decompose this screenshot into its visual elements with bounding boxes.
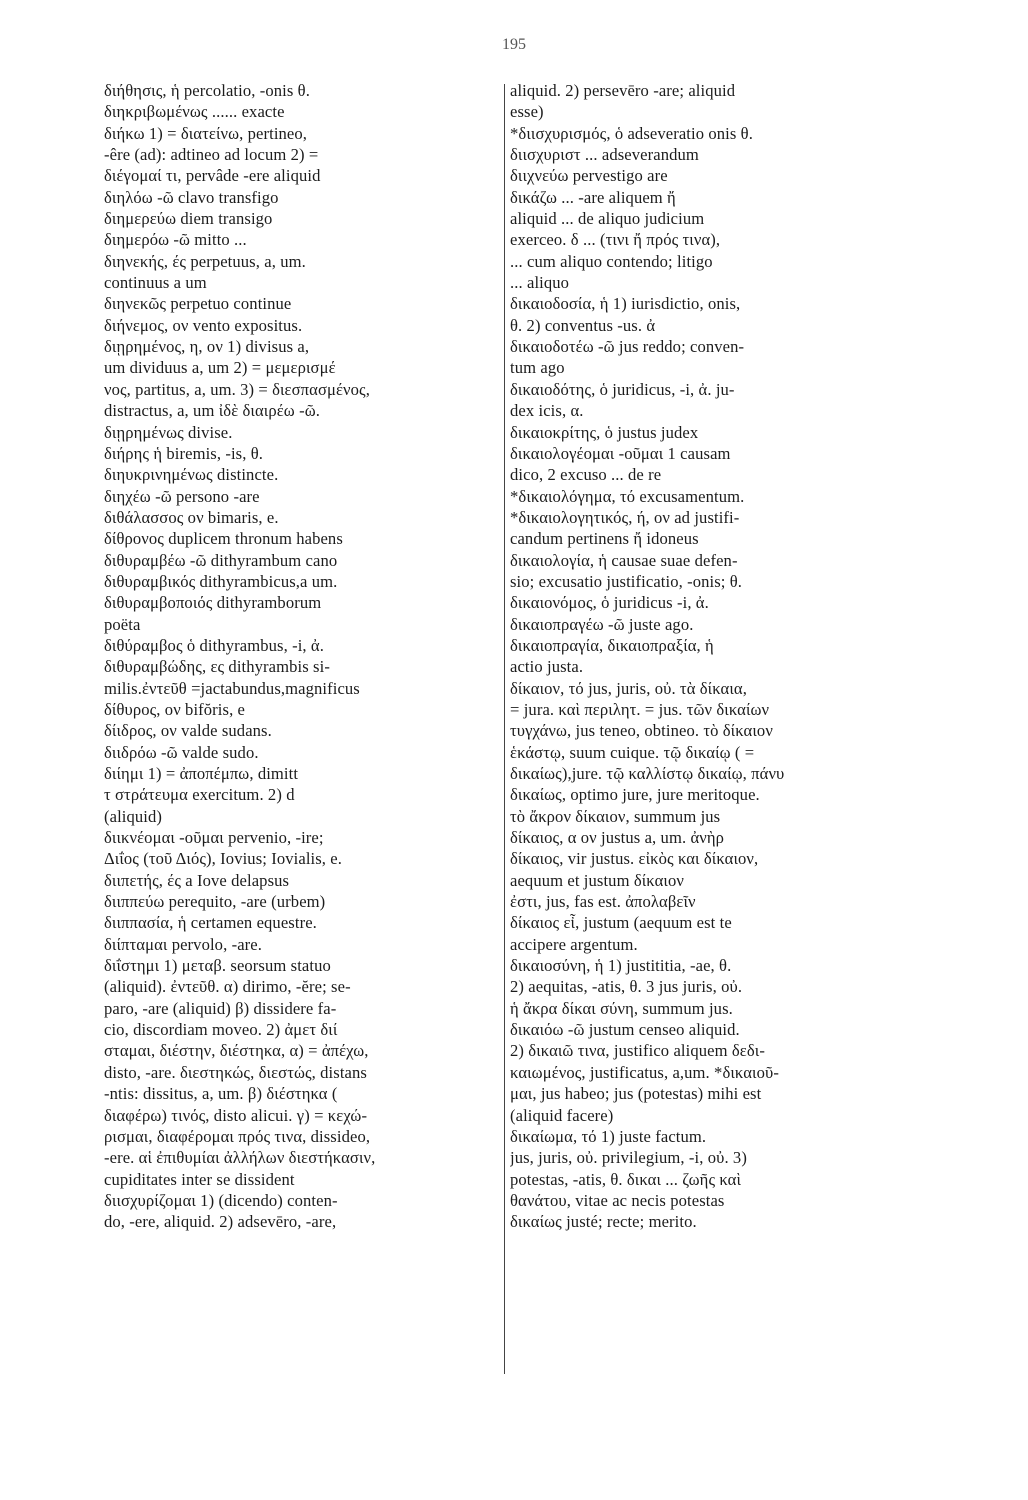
dictionary-line: διήνεμος, ον vento expositus. — [104, 315, 303, 335]
dictionary-line: Διΐος (τοῦ Διός), Iovius; Iovialis, e. — [104, 849, 343, 869]
dictionary-line: δικαιοκρίτης, ὁ justus judex — [510, 422, 699, 442]
dictionary-line: τυγχάνω, jus teneo, obtineo. τὸ δίκαιον — [510, 721, 773, 741]
dictionary-line: μαι, jus habeo; jus (potestas) mihi est — [510, 1084, 762, 1104]
dictionary-line: um dividuus a, um 2) = μεμερισμέ — [104, 358, 336, 378]
dictionary-line: δικαιοσύνη, ἡ 1) justititia, -ae, θ. — [510, 956, 732, 976]
dictionary-line: δικαιολογία, ἡ causae suae defen- — [510, 550, 738, 570]
dictionary-line: (aliquid). ἐντεῦθ. α) dirimo, -ĕre; se- — [104, 977, 351, 997]
dictionary-line: διημερόω -ῶ mitto ... — [104, 230, 247, 250]
dictionary-line: δικαιοπραγέω -ῶ juste ago. — [510, 614, 694, 634]
left-column — [104, 80, 502, 1233]
dictionary-line: distractus, a, um ἰδὲ διαιρέω -ῶ. — [104, 401, 320, 421]
dictionary-line: ... cum aliquo contendo; litigo — [510, 251, 713, 271]
dictionary-line: δικαίως justé; recte; merito. — [510, 1212, 697, 1232]
dictionary-line: jus, juris, οὐ. privilegium, -i, οὐ. 3) — [510, 1148, 747, 1168]
dictionary-line: -ere. αἱ ἐπιθυμίαι ἀλλήλων διεστήκασιν, — [104, 1148, 376, 1168]
dictionary-line: disto, -are. διεστηκώς, διεστώς, distans — [104, 1062, 367, 1082]
dictionary-line: νος, partitus, a, um. 3) = διεσπασμένος, — [104, 379, 370, 399]
dictionary-line: cio, discordiam moveo. 2) ἀμετ διί — [104, 1020, 338, 1040]
dictionary-line: ἑκάστῳ, suum cuique. τῷ δικαίῳ ( = — [510, 742, 755, 762]
dictionary-line: milis.ἐντεῦθ =jactabundus,magnificus — [104, 678, 360, 698]
dictionary-line: dex icis, α. — [510, 401, 584, 421]
dictionary-line: διηκριβωμένως ...... exacte — [104, 102, 285, 122]
dictionary-line: (aliquid) — [104, 806, 163, 826]
dictionary-line: δίθυρος, ον bifŏris, e — [104, 699, 246, 719]
dictionary-line: paro, -are (aliquid) β) dissidere fa- — [104, 998, 337, 1018]
right-column — [510, 80, 908, 1233]
dictionary-line: διαφέρω) τινός, disto alicui. γ) = κεχώ- — [104, 1105, 368, 1125]
dictionary-line: exerceo. δ ... (τινι ἤ πρός τινα), — [510, 230, 721, 250]
dictionary-line: διθυραμβώδης, ες dithyrambis si- — [104, 657, 330, 677]
dictionary-line: διθάλασσος ον bimaris, e. — [104, 507, 279, 527]
dictionary-line: δικαιόω -ῶ justum censeo aliquid. — [510, 1020, 740, 1040]
dictionary-line: διῃρημένος, η, ον 1) divisus a, — [104, 337, 310, 357]
dictionary-line: aliquid ... de aliquo judicium — [510, 209, 705, 229]
dictionary-line: διιχνεύω pervestigo are — [510, 166, 668, 186]
dictionary-line: candum pertinens ἤ idoneus — [510, 529, 699, 549]
dictionary-line: δίθρονος duplicem thronum habens — [104, 529, 343, 549]
dictionary-line: potestas, -atis, θ. δικαι ... ζωῆς καὶ — [510, 1169, 742, 1189]
dictionary-line: καιωμένος, justificatus, a,um. *δικαιοῦ- — [510, 1062, 779, 1082]
dictionary-line: ρισμαι, διαφέρομαι πρός τινα, dissideo, — [104, 1126, 371, 1146]
dictionary-line: *δικαιολογητικός, ή, ον ad justifi- — [510, 507, 740, 527]
dictionary-line: δίκαιος, α ον justus a, um. ἀνὴρ — [510, 828, 725, 848]
dictionary-line: δικαιοπραγία, δικαιοπραξία, ἡ — [510, 635, 714, 655]
dictionary-line: διισχυρίζομαι 1) (dicendo) conten- — [104, 1190, 338, 1210]
dictionary-line: διέγομαί τι, pervâde -ere aliquid — [104, 166, 321, 186]
dictionary-line: διῃρημένως divise. — [104, 422, 233, 442]
dictionary-line: δίιδρος, ον valde sudans. — [104, 721, 272, 741]
dictionary-line: διηυκρινημένως distincte. — [104, 465, 279, 485]
dictionary-line: διιππασία, ἡ certamen equestre. — [104, 913, 317, 933]
dictionary-line: esse) — [510, 102, 544, 122]
dictionary-line: διίπταμαι pervolo, -are. — [104, 934, 263, 954]
dictionary-line: θανάτου, vitae ac necis potestas — [510, 1190, 725, 1210]
dictionary-line: διικνέομαι -οῦμαι pervenio, -ire; — [104, 828, 324, 848]
dictionary-line: δίκαιος εἶ, justum (aequum est te — [510, 913, 732, 933]
page-number: 195 — [502, 36, 526, 53]
dictionary-line: sio; excusatio justificatio, -onis; θ. — [510, 571, 743, 591]
dictionary-line: δίκαιος, vir justus. εἰκὸς και δίκαιον, — [510, 849, 759, 869]
dictionary-line: -êre (ad): adtineo ad locum 2) = — [104, 145, 319, 165]
dictionary-line: τὸ ἄκρον δίκαιον, summum jus — [510, 806, 721, 826]
dictionary-line: διηλόω -ῶ clavo transfigo — [104, 187, 279, 207]
dictionary-line: διθυραμβοποιός dithyramborum — [104, 593, 322, 613]
dictionary-line: (aliquid facere) — [510, 1105, 614, 1125]
dictionary-line: -ntis: dissitus, a, um. β) διέστηκα ( — [104, 1084, 338, 1104]
dictionary-line: δικαίως),jure. τῷ καλλίστῳ δικαίῳ, πάνυ — [510, 764, 785, 783]
dictionary-line: δίκαιον, τό jus, juris, οὐ. τὰ δίκαια, — [510, 678, 747, 698]
dictionary-line: διιπετής, ές a Iove delapsus — [104, 870, 290, 890]
dictionary-line: διισχυριστ ... adseverandum — [510, 145, 699, 165]
dictionary-line: διιππεύω perequito, -are (urbem) — [104, 892, 326, 912]
dictionary-line: do, -ere, aliquid. 2) adsevēro, -are, — [104, 1212, 337, 1232]
dictionary-line: poëta — [104, 614, 141, 634]
dictionary-line: continuus a um — [104, 273, 207, 293]
dictionary-line: ... aliquo — [510, 273, 570, 293]
dictionary-line: διίημι 1) = ἀποπέμπω, dimitt — [104, 764, 299, 783]
dictionary-line: ἡ ἄκρα δίκαι σύνη, summum jus. — [510, 998, 733, 1018]
dictionary-line: *δικαιολόγημα, τό excusamentum. — [510, 486, 745, 506]
dictionary-line: θ. 2) conventus -us. ἀ — [510, 315, 656, 335]
dictionary-line: = jura. καὶ περιλητ. = jus. τῶν δικαίων — [510, 699, 770, 719]
dictionary-line: *διισχυρισμός, ὁ adseveratio onis θ. — [510, 123, 753, 143]
dictionary-line: δικαιονόμος, ὁ juridicus -i, ἀ. — [510, 593, 709, 613]
dictionary-line: accipere argentum. — [510, 934, 638, 954]
dictionary-line: διθυραμβικός dithyrambicus,a um. — [104, 571, 338, 591]
dictionary-line: διημερεύω diem transigo — [104, 209, 273, 229]
dictionary-line: 2) δικαιῶ τινα, justifico aliquem δεδι- — [510, 1041, 765, 1061]
dictionary-line: διηνεκῶς perpetuo continue — [104, 294, 292, 314]
dictionary-line: tum ago — [510, 358, 565, 378]
dictionary-line: δικάζω ... -are aliquem ἤ — [510, 187, 676, 207]
dictionary-line: δικαιοδοτέω -ῶ jus reddo; conven- — [510, 337, 745, 357]
dictionary-line: cupiditates inter se dissident — [104, 1169, 295, 1189]
dictionary-line: σταμαι, διέστην, διέστηκα, α) = ἀπέχω, — [104, 1041, 369, 1061]
dictionary-line: dico, 2 excuso ... de re — [510, 465, 662, 485]
column-divider — [504, 84, 505, 1374]
dictionary-line: actio justa. — [510, 657, 584, 677]
dictionary-line: διηνεκής, ές perpetuus, a, um. — [104, 251, 306, 271]
dictionary-line: aequum et justum δίκαιον — [510, 870, 684, 890]
dictionary-line: δικαιολογέομαι -οῦμαι 1 causam — [510, 443, 731, 463]
dictionary-line: διηχέω -ῶ persono -are — [104, 486, 260, 506]
dictionary-line: aliquid. 2) persevēro -are; aliquid — [510, 81, 736, 100]
dictionary-line: δικαίως, optimo jure, jure meritoque. — [510, 785, 760, 805]
dictionary-line: τ στράτευμα exercitum. 2) d — [104, 785, 295, 805]
dictionary-line: διθύραμβος ὁ dithyrambus, -i, ἀ. — [104, 635, 324, 655]
dictionary-line: διΐστημι 1) μεταβ. seorsum statuo — [104, 956, 331, 976]
dictionary-line: διήκω 1) = διατείνω, pertineo, — [104, 123, 308, 143]
dictionary-line: διιδρόω -ῶ valde sudo. — [104, 742, 259, 762]
dictionary-line: δικαιοδότης, ὁ juridicus, -i, ἀ. ju- — [510, 379, 735, 399]
dictionary-line: ἐστι, jus, fas est. ἀπολαβεῖν — [510, 892, 696, 912]
dictionary-line: διήρης ἡ biremis, -is, θ. — [104, 443, 264, 463]
dictionary-line: διθυραμβέω -ῶ dithyrambum cano — [104, 550, 338, 570]
dictionary-line: δικαίωμα, τό 1) juste factum. — [510, 1126, 707, 1146]
dictionary-line: διήθησις, ἡ percolatio, -onis θ. — [104, 81, 310, 100]
dictionary-line: 2) aequitas, -atis, θ. 3 jus juris, οὐ. — [510, 977, 743, 997]
dictionary-line: δικαιοδοσία, ἡ 1) iurisdictio, onis, — [510, 294, 741, 314]
